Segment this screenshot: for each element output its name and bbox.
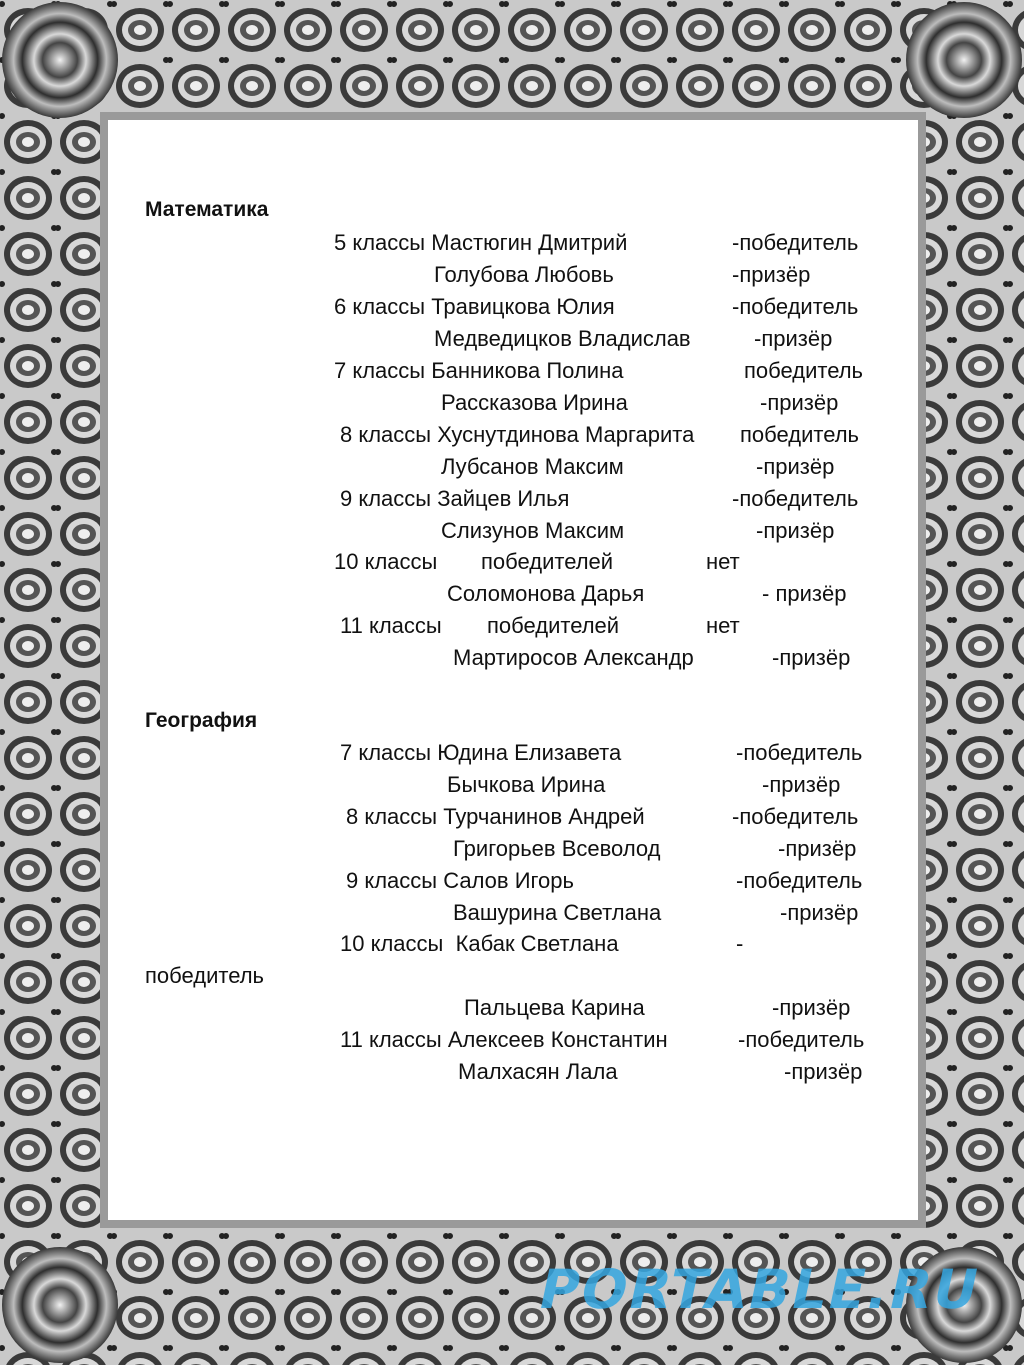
geo-11b-status: -призёр xyxy=(784,1059,863,1084)
geo-11-name: 11 классы Алексеев Константин xyxy=(340,1027,668,1052)
math-10-none: нет xyxy=(706,549,740,574)
geo-8-name: 8 классы Турчанинов Андрей xyxy=(346,804,645,829)
math-5b-status: -призёр xyxy=(732,262,811,287)
math-10b-status: - призёр xyxy=(762,581,847,606)
math-8-status: победитель xyxy=(740,422,860,447)
geo-8b-status: -призёр xyxy=(778,836,857,861)
geo-9b-name: Вашурина Светлана xyxy=(453,900,662,925)
math-7-name: 7 классы Банникова Полина xyxy=(334,358,624,383)
geo-8-status: -победитель xyxy=(732,804,859,829)
geo-9-name: 9 классы Салов Игорь xyxy=(346,868,574,893)
math-7-status: победитель xyxy=(744,358,864,383)
math-8b-status: -призёр xyxy=(756,454,835,479)
geo-10-status: победитель xyxy=(145,963,265,988)
geo-10b-name: Пальцева Карина xyxy=(464,995,645,1020)
math-8b-name: Лубсанов Максим xyxy=(441,454,624,479)
math-11-winners: победителей xyxy=(487,613,620,638)
math-11-grade: 11 классы xyxy=(340,613,442,638)
geo-7b-status: -призёр xyxy=(762,772,841,797)
geo-9-status: -победитель xyxy=(736,868,863,893)
geo-7-name: 7 классы Юдина Елизавета xyxy=(340,740,622,765)
math-8-name: 8 классы Хуснутдинова Маргарита xyxy=(340,422,695,447)
section-title-mathematics: Математика xyxy=(145,198,269,221)
math-6-status: -победитель xyxy=(732,294,859,319)
geo-9b-status: -призёр xyxy=(780,900,859,925)
geo-11b-name: Малхасян Лала xyxy=(458,1059,618,1084)
math-11-none: нет xyxy=(706,613,740,638)
math-10-winners: победителей xyxy=(481,549,614,574)
math-6b-status: -призёр xyxy=(754,326,833,351)
math-5-name: 5 классы Мастюгин Дмитрий xyxy=(334,230,628,255)
math-6-name: 6 классы Травицкова Юлия xyxy=(334,294,615,319)
geo-10-name: 10 классы Кабак Светлана xyxy=(340,931,619,956)
math-10-grade: 10 классы xyxy=(334,549,438,574)
portable-watermark-logo: PORTABLE.RU xyxy=(533,1258,987,1321)
math-5-status: -победитель xyxy=(732,230,859,255)
math-9-name: 9 классы Зайцев Илья xyxy=(340,486,570,511)
geo-10-dash: - xyxy=(736,931,744,956)
geo-8b-name: Григорьев Всеволод xyxy=(453,836,661,861)
math-9b-name: Слизунов Максим xyxy=(441,518,625,543)
geo-10b-status: -призёр xyxy=(772,995,851,1020)
math-6b-name: Медведицков Владислав xyxy=(434,326,691,351)
geo-7-status: -победитель xyxy=(736,740,863,765)
section-title-geography: География xyxy=(145,709,258,732)
math-11b-name: Мартиросов Александр xyxy=(453,645,694,670)
math-5b-name: Голубова Любовь xyxy=(434,262,614,287)
math-7b-status: -призёр xyxy=(760,390,839,415)
geo-7b-name: Бычкова Ирина xyxy=(447,772,606,797)
math-11b-status: -призёр xyxy=(772,645,851,670)
math-9b-status: -призёр xyxy=(756,518,835,543)
math-7b-name: Рассказова Ирина xyxy=(441,390,628,415)
math-9-status: -победитель xyxy=(732,486,859,511)
math-10b-name: Соломонова Дарья xyxy=(447,581,645,606)
geo-11-status: -победитель xyxy=(738,1027,865,1052)
